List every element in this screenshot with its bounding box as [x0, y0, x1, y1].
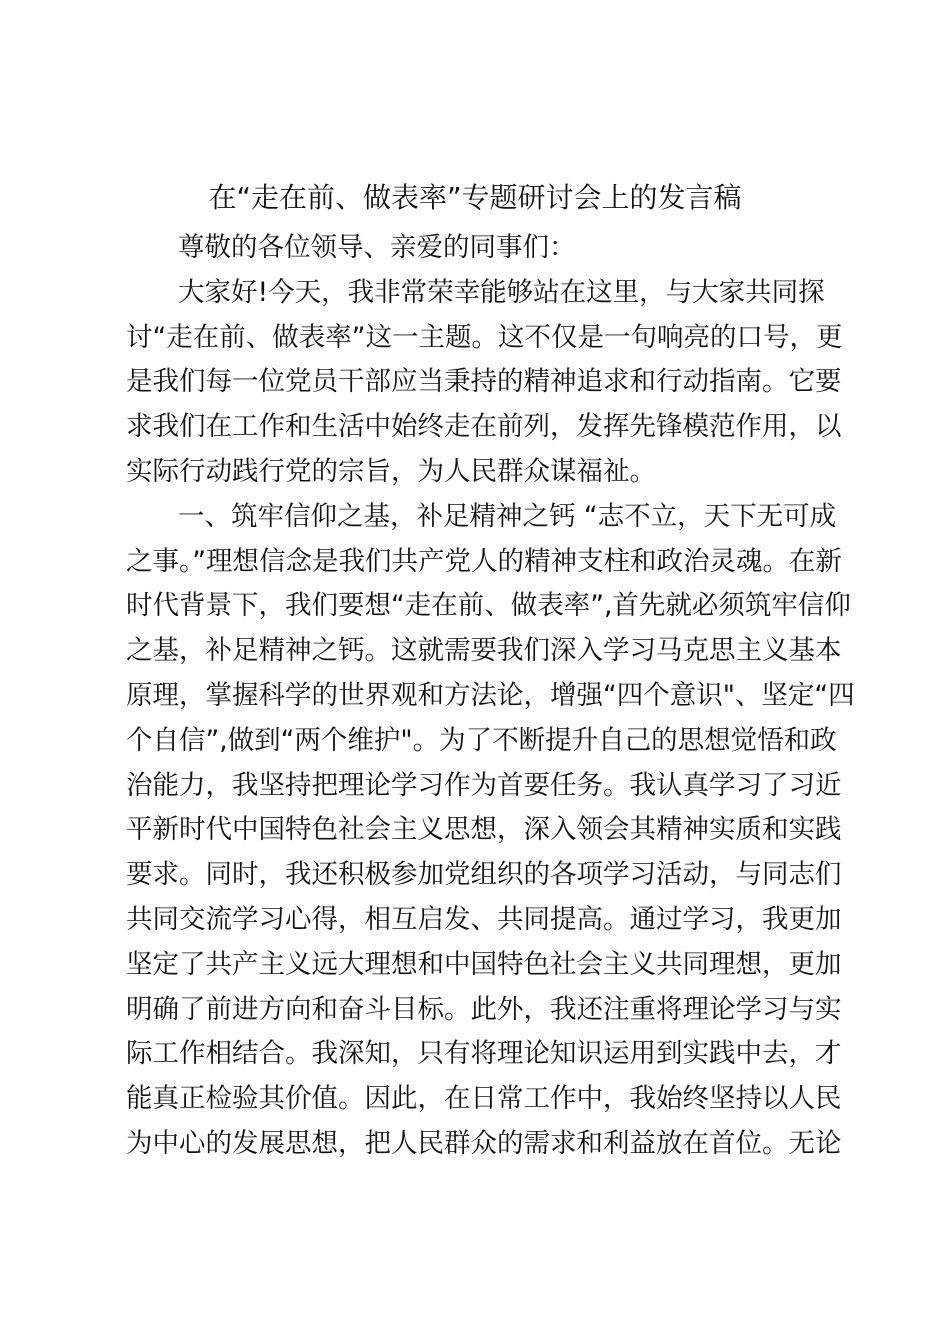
paragraph-line: 之基，补足精神之钙。这就需要我们深入学习马克思主义基本	[126, 635, 842, 667]
document-body	[126, 226, 855, 1167]
paragraph-line: 共同交流学习心得，相互启发、共同提高。通过学习，我更加	[126, 903, 842, 935]
paragraph-line: 大家好!今天，我非常荣幸能够站在这里，与大家共同探	[178, 276, 825, 308]
salutation-line: 尊敬的各位领导、亲爱的同事们：	[178, 232, 576, 263]
paragraph-line: 之事。”理想信念是我们共产党人的精神支柱和政治灵魂。在新	[126, 545, 842, 577]
paragraph-line: 坚定了共产主义远大理想和中国特色社会主义共同理想，更加	[126, 948, 842, 980]
paragraph-line: 个自信”,做到“两个维护"。为了不断提升自己的思想觉悟和政	[126, 724, 837, 756]
paragraph-line: 治能力，我坚持把理论学习作为首要任务。我认真学习了习近	[126, 769, 842, 801]
paragraph-line: 是我们每一位党员干部应当秉持的精神追求和行动指南。它要	[126, 366, 842, 398]
document-title: 在“走在前、做表率”专题研讨会上的发言稿	[208, 181, 742, 214]
paragraph-line: 实际行动践行党的宗旨，为人民群众谋福祉。	[126, 455, 656, 487]
paragraph-line: 明确了前进方向和奋斗目标。此外，我还注重将理论学习与实	[126, 993, 842, 1025]
paragraph-line: 为中心的发展思想，把人民群众的需求和利益放在首位。无论	[126, 1127, 842, 1159]
paragraph-line: 际工作相结合。我深知，只有将理论知识运用到实践中去，才	[126, 1038, 842, 1070]
paragraph-line: 要求。同时，我还积极参加党组织的各项学习活动，与同志们	[126, 859, 842, 891]
paragraph-line: 时代背景下，我们要想“走在前、做表率”,首先就必须筑牢信仰	[126, 590, 851, 622]
paragraph-line: 能真正检验其价值。因此，在日常工作中，我始终坚持以人民	[126, 1083, 842, 1115]
paragraph-line: 平新时代中国特色社会主义思想，深入领会其精神实质和实践	[126, 814, 842, 846]
paragraph-line: 原理，掌握科学的世界观和方法论，增强“四个意识"、坚定“四	[126, 679, 855, 711]
paragraph-line: 讨“走在前、做表率”这一主题。这不仅是一句响亮的口号，更	[126, 321, 843, 353]
paragraph-line: 一、筑牢信仰之基，补足精神之钙 “志不立，天下无可成	[178, 500, 837, 532]
paragraph-line: 求我们在工作和生活中始终走在前列，发挥先锋模范作用，以	[126, 411, 842, 443]
